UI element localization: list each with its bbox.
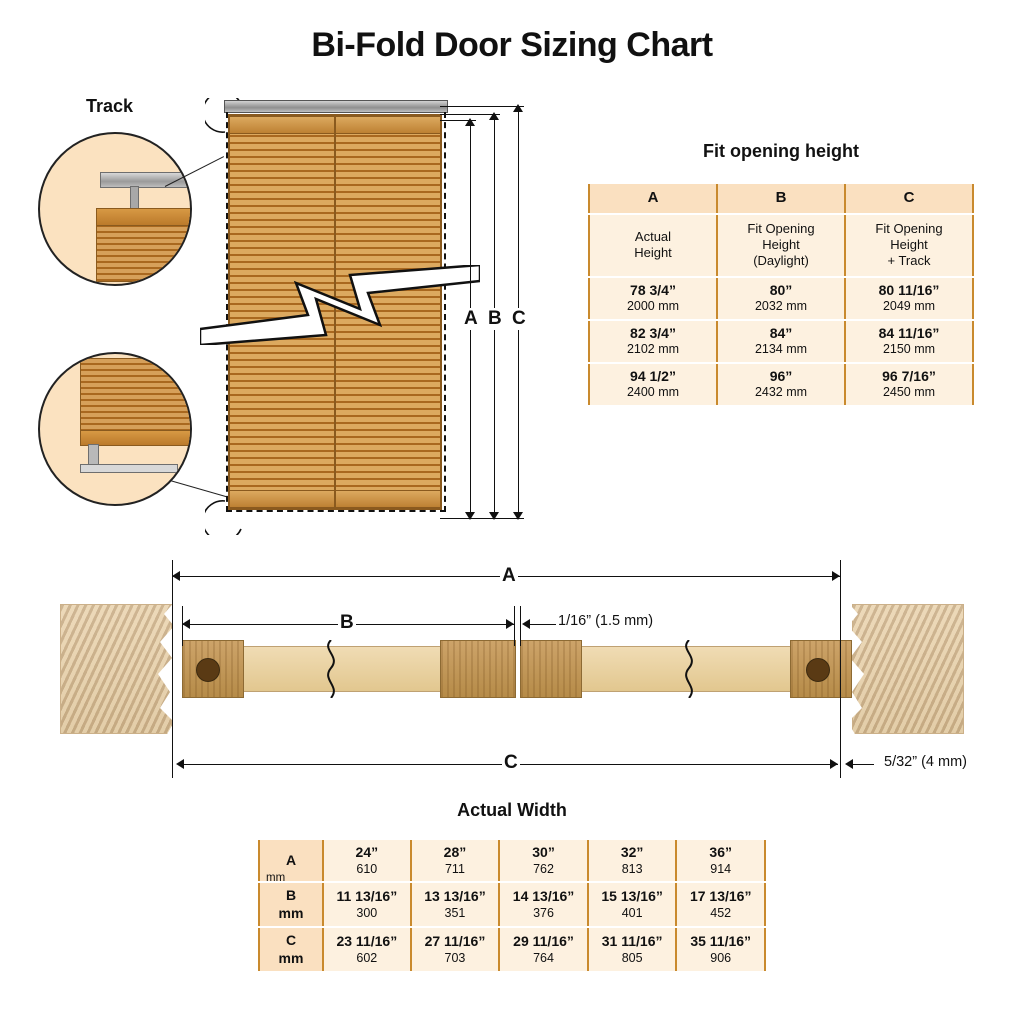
width-cell-b-5-in: 17 13/16”: [689, 888, 752, 905]
width-cell-c-5: [676, 927, 765, 972]
pivot-hole-right: [806, 658, 830, 682]
height-col-b-desc: [717, 214, 845, 277]
height-cell-b-2-in: 84”: [769, 324, 793, 341]
width-row-a-label: A: [259, 840, 323, 882]
plan-ext-right-a: [840, 560, 841, 778]
width-cell-a-1: [323, 840, 411, 882]
break-symbol: [200, 265, 480, 345]
dim-c-label: C: [512, 308, 526, 329]
height-cell-a-1-mm: 2000 mm: [626, 299, 680, 313]
height-cell-b-3-mm: 2432 mm: [754, 385, 808, 400]
height-table-subheader-row: [589, 214, 973, 277]
width-cell-a-5-in: 36”: [709, 844, 732, 860]
bottom-pivot-detail-magnifier: [38, 352, 192, 506]
width-cell-b-4-mm: 401: [621, 905, 643, 920]
dim-plan-a-label: A: [502, 565, 516, 586]
dim-plan-b-arrow-left: [182, 619, 190, 629]
width-cell-c-2: [411, 927, 500, 972]
gap-top-label: 1/16” (1.5 mm): [558, 613, 654, 629]
height-cell-b-1-in: 80”: [769, 281, 793, 298]
height-col-c-desc-l2: Height: [890, 237, 928, 252]
height-cell-c-3: [845, 363, 973, 406]
width-cell-c-4: [588, 927, 677, 972]
height-col-c-desc-l3: + Track: [887, 253, 931, 269]
dim-a-label: A: [464, 308, 478, 329]
break-squiggle-left: [318, 640, 344, 698]
table-row: [259, 882, 765, 927]
track-label: Track: [86, 96, 134, 116]
dim-plan-c-label: C: [504, 752, 518, 773]
dim-b-label: B: [488, 308, 502, 329]
height-cell-c-2-in: 84 11/16”: [878, 324, 940, 341]
page-title: Bi-Fold Door Sizing Chart: [311, 26, 713, 64]
width-cell-c-4-mm: 805: [621, 950, 643, 965]
height-col-c-desc: [845, 214, 973, 277]
dim-plan-c-arrow-left: [176, 759, 184, 769]
width-cell-b-5: [676, 882, 765, 927]
plan-ext-mid-left: [514, 606, 515, 646]
width-cell-b-1-mm: 300: [356, 905, 378, 920]
door-leaf-right-lead-stile: [520, 640, 582, 698]
plan-ext-left-a: [172, 560, 173, 778]
height-col-c-desc-l1: Fit Opening: [875, 220, 943, 236]
width-cell-a-1-in: 24”: [355, 844, 379, 860]
width-row-c-unit: mm: [278, 949, 304, 966]
dim-b-ext-top: [440, 114, 500, 115]
width-cell-c-1-in: 23 11/16”: [336, 933, 398, 950]
gap-side-label: 5/32” (4 mm): [884, 754, 967, 770]
dim-gap-side-arrow: [845, 759, 853, 769]
height-cell-c-1-mm: 2049 mm: [882, 299, 936, 313]
height-cell-c-1: [845, 277, 973, 320]
floor-bracket-detail: [80, 464, 178, 473]
height-cell-a-2: [589, 320, 717, 363]
width-cell-c-4-in: 31 11/16”: [601, 933, 663, 950]
table-row: [589, 363, 973, 406]
height-cell-a-1-in: 78 3/4”: [630, 281, 676, 298]
dim-plan-b-arrow-right: [506, 619, 514, 629]
pivot-hole-left: [196, 658, 220, 682]
dim-c-ext-bottom: [440, 518, 524, 519]
dim-line-gap-top: [528, 624, 556, 625]
height-cell-b-3: [717, 363, 845, 406]
width-cell-a-2-in: 28”: [443, 844, 467, 860]
width-cell-a-1-mm: 610: [356, 861, 378, 876]
width-cell-b-2-mm: 351: [444, 905, 466, 920]
width-cell-c-3-mm: 764: [533, 950, 554, 965]
width-cell-c-1-mm: 602: [356, 950, 378, 965]
height-col-b-desc-l3: (Daylight): [753, 253, 809, 269]
height-cell-b-3-in: 96”: [769, 367, 793, 384]
width-cell-a-4-in: 32”: [620, 844, 644, 860]
height-table-title: Fit opening height: [703, 141, 859, 161]
dim-a-ext-top: [440, 120, 476, 121]
door-leaf-left-lead-stile: [440, 640, 516, 698]
door-top-rail-detail: [96, 208, 192, 226]
width-cell-a-3: [499, 840, 588, 882]
width-row-a-unit: mm: [266, 872, 286, 884]
height-col-c-header: C: [845, 184, 973, 214]
width-cell-a-4: [588, 840, 677, 882]
table-row: [259, 927, 765, 972]
height-col-b-desc-l1: Fit Opening: [747, 220, 815, 236]
bifold-door-elevation: [220, 100, 450, 520]
dim-c-ext-top: [440, 106, 524, 107]
dim-plan-b-label: B: [340, 612, 354, 633]
height-cell-c-1-in: 80 11/16”: [878, 281, 940, 298]
width-cell-a-2: [411, 840, 500, 882]
width-row-b-label: [259, 882, 323, 927]
height-cell-b-2: [717, 320, 845, 363]
width-cell-a-3-in: 30”: [532, 844, 555, 860]
width-cell-c-5-in: 35 11/16”: [690, 933, 752, 950]
width-cell-b-2-in: 13 13/16”: [424, 888, 486, 905]
height-cell-c-2: [845, 320, 973, 363]
height-cell-c-3-in: 96 7/16”: [882, 367, 936, 384]
height-cell-a-2-in: 82 3/4”: [630, 324, 676, 341]
width-cell-c-2-in: 27 11/16”: [424, 933, 486, 950]
width-cell-c-3-in: 29 11/16”: [513, 933, 574, 950]
width-cell-b-4: [588, 882, 677, 927]
width-cell-c-2-mm: 703: [444, 950, 466, 965]
width-cell-b-5-mm: 452: [710, 905, 732, 920]
height-cell-a-3-in: 94 1/2”: [630, 367, 676, 384]
height-cell-a-2-mm: 2102 mm: [626, 342, 680, 357]
dim-plan-c-arrow-right: [830, 759, 838, 769]
width-row-b-letter: B: [285, 887, 297, 904]
height-cell-a-3-mm: 2400 mm: [626, 385, 680, 400]
width-row-c-label: [259, 927, 323, 972]
width-cell-b-2: [411, 882, 500, 927]
width-cell-b-3-mm: 376: [533, 905, 554, 920]
dim-plan-a-arrow-right: [832, 571, 840, 581]
height-col-a-desc-l1: Actual: [634, 228, 672, 244]
height-cell-b-1: [717, 277, 845, 320]
width-cell-b-1: [323, 882, 411, 927]
jamb-left-torn-edge: [150, 600, 182, 736]
height-cell-b-1-mm: 2032 mm: [754, 299, 808, 313]
width-cell-c-1: [323, 927, 411, 972]
dim-plan-a-arrow-left: [172, 571, 180, 581]
height-cell-a-1: [589, 277, 717, 320]
width-cell-a-5: [676, 840, 765, 882]
height-cell-c-3-mm: 2450 mm: [882, 385, 936, 400]
height-col-b-header: B: [717, 184, 845, 214]
track-pivot-pin-detail: [130, 186, 139, 210]
width-cell-b-1-in: 11 13/16”: [336, 888, 398, 905]
table-row: [259, 840, 765, 882]
width-cell-b-3-in: 14 13/16”: [512, 888, 575, 905]
table-row: [589, 320, 973, 363]
width-table-title: Actual Width: [457, 800, 567, 820]
plan-ext-mid-right: [520, 606, 521, 646]
height-col-a-desc: [589, 214, 717, 277]
width-cell-b-3: [499, 882, 588, 927]
width-cell-a-4-mm: 813: [621, 861, 643, 876]
height-cell-a-3: [589, 363, 717, 406]
break-squiggle-right: [676, 640, 702, 698]
fit-opening-height-table: [588, 184, 974, 407]
table-row: [589, 277, 973, 320]
height-table-header-row: [589, 184, 973, 214]
width-cell-a-5-mm: 914: [710, 861, 732, 876]
height-col-a-header: A: [589, 184, 717, 214]
actual-width-table: [258, 840, 766, 973]
width-cell-b-4-in: 15 13/16”: [601, 888, 663, 905]
track-detail-magnifier: [38, 132, 192, 286]
width-row-c-letter: C: [285, 932, 297, 949]
width-cell-a-2-mm: 711: [444, 861, 465, 876]
width-row-b-unit: mm: [278, 904, 304, 921]
height-cell-c-2-mm: 2150 mm: [882, 342, 936, 357]
width-cell-c-3: [499, 927, 588, 972]
height-col-b-desc-l2: Height: [762, 237, 800, 252]
width-cell-a-3-mm: 762: [533, 861, 554, 876]
height-cell-b-2-mm: 2134 mm: [754, 342, 808, 357]
height-col-a-desc-l2: Height: [634, 245, 672, 261]
dim-gap-arrow: [522, 619, 530, 629]
width-cell-c-5-mm: 906: [710, 950, 732, 965]
